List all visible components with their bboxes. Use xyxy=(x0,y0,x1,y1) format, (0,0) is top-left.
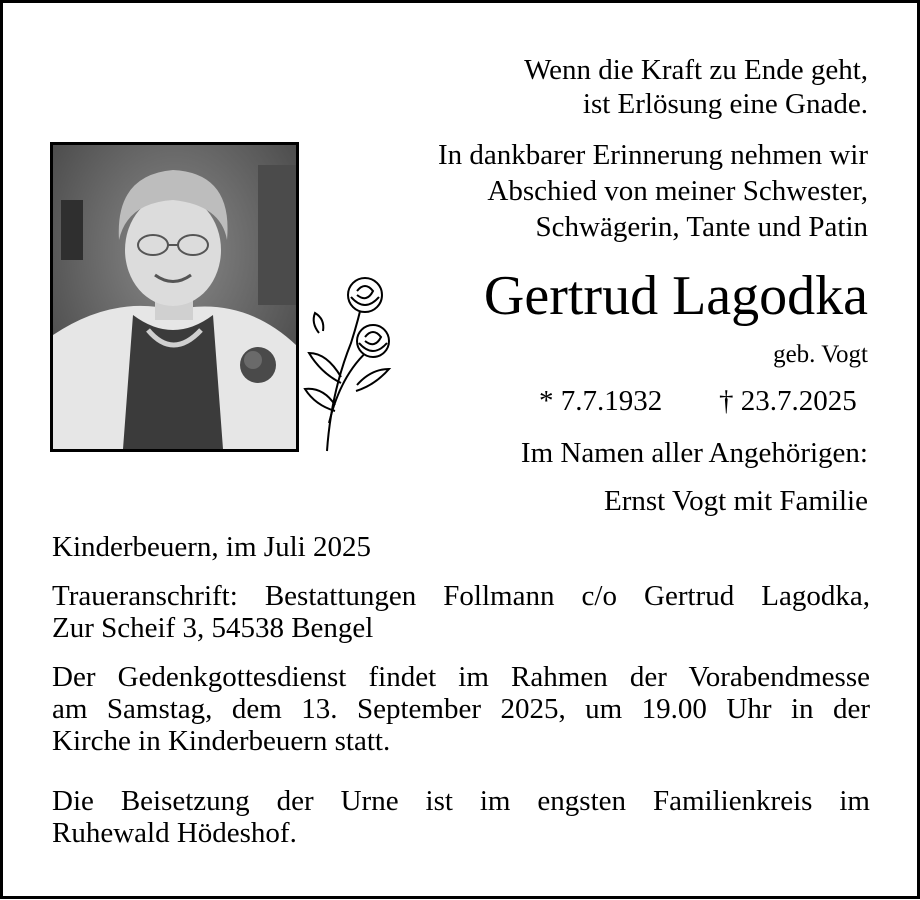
address-line-1: Traueranschrift: Bestattungen Follmann c/o Gertrud Lagodka, xyxy=(52,580,870,612)
mourning-address xyxy=(52,580,870,644)
intro-line-1: In dankbarer Erinnerung nehmen wir xyxy=(437,139,868,171)
death-date: † 23.7.2025 xyxy=(719,385,857,417)
portrait-photo xyxy=(50,142,299,452)
burial-line-1: Die Beisetzung der Urne ist im engsten Familienkreis im xyxy=(52,785,870,817)
intro-line-2: Abschied von meiner Schwester, xyxy=(487,175,868,207)
quote xyxy=(524,53,868,121)
quote-line-1: Wenn die Kraft zu Ende geht, xyxy=(524,54,868,86)
memorial-service xyxy=(52,661,870,757)
service-line-2: am Samstag, dem 13. September 2025, um 19.00 Uhr in der xyxy=(52,693,870,725)
signature-line-2: Ernst Vogt mit Familie xyxy=(604,485,868,517)
portrait-image xyxy=(53,145,296,449)
intro-line-3: Schwägerin, Tante und Patin xyxy=(535,211,868,243)
birth-name: geb. Vogt xyxy=(773,341,868,368)
service-line-1: Der Gedenkgottesdienst findet im Rahmen der Vorabendmesse xyxy=(52,661,870,693)
signature-line-1: Im Namen aller Angehörigen: xyxy=(520,437,868,469)
intro-text xyxy=(438,137,868,245)
quote-line-2: ist Erlösung eine Gnade. xyxy=(582,88,868,120)
place-date: Kinderbeuern, im Juli 2025 xyxy=(52,531,371,563)
deceased-name: Gertrud Lagodka xyxy=(483,265,868,327)
burial-line-2: Ruhewald Hödeshof. xyxy=(52,817,297,849)
rose-icon xyxy=(301,273,395,453)
address-line-2: Zur Scheif 3, 54538 Bengel xyxy=(52,612,374,644)
service-line-3: Kirche in Kinderbeuern statt. xyxy=(52,725,391,757)
burial-info xyxy=(52,785,870,849)
birth-date: * 7.7.1932 xyxy=(539,385,663,417)
